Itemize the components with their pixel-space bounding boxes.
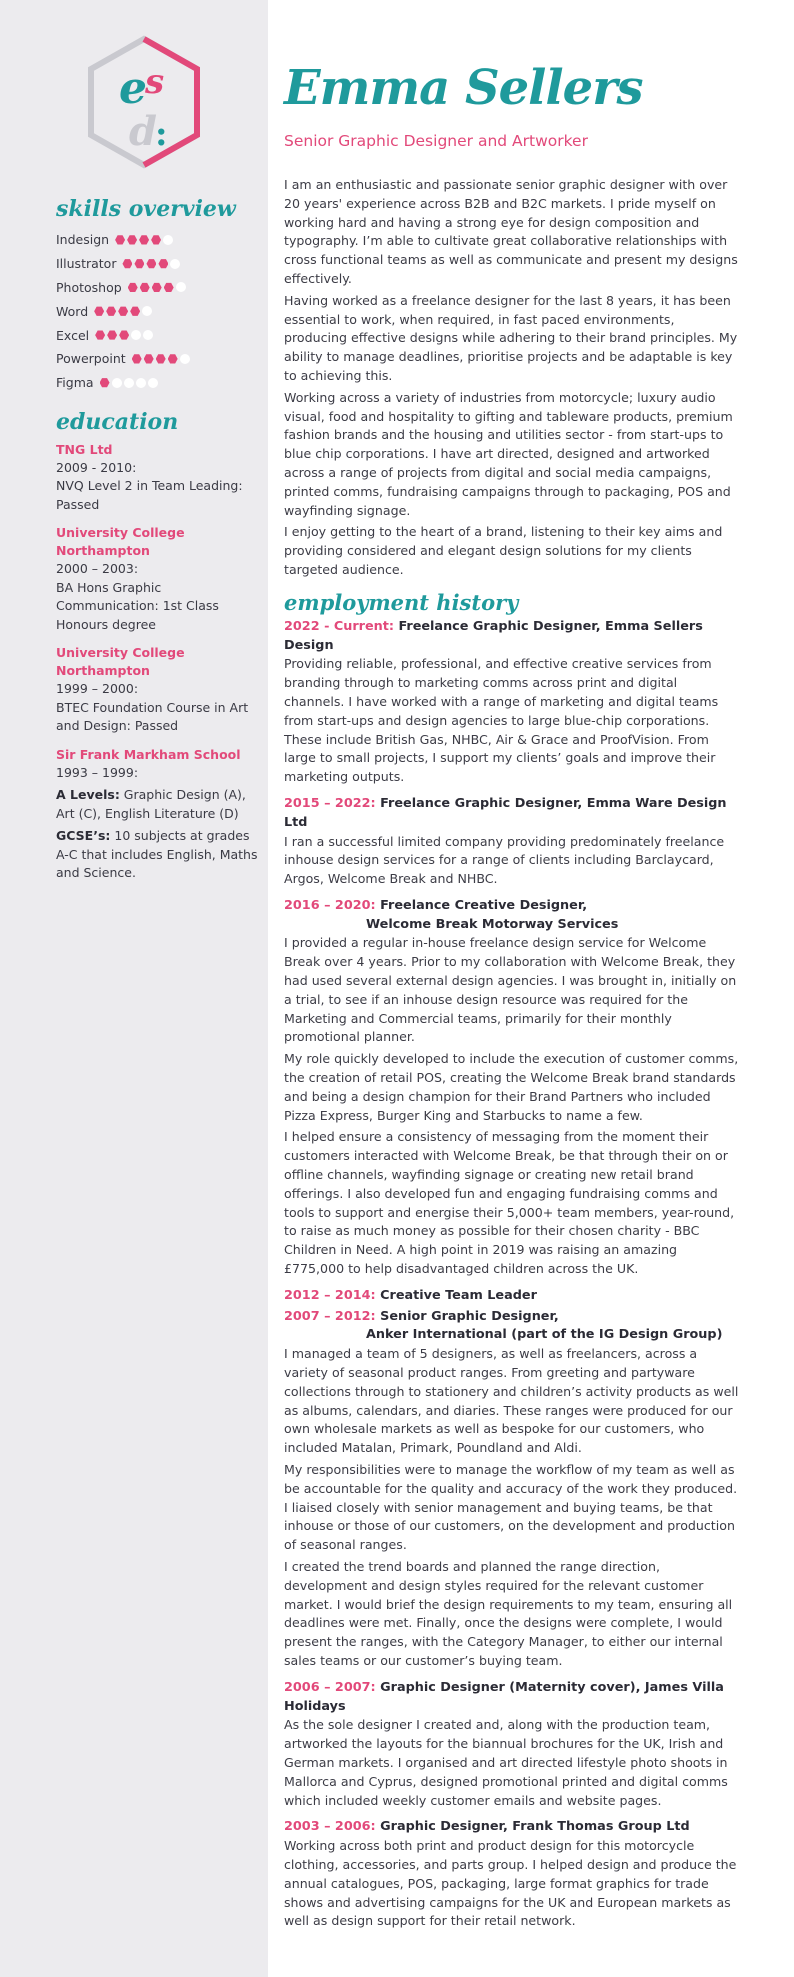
rating-hexagon-icon — [144, 354, 154, 364]
job-description: Working across both print and product design for this motorcycle clothing, accessories, and parts group. I helped design and produce the annual catalogues, POS, packaging, large format graphics for trade shows and advertising campaigns for the UK and European markets as well as design support for their retail network. — [284, 1838, 737, 1929]
job-role: Freelance Creative Designer, — [375, 897, 588, 913]
education-list — [56, 441, 264, 883]
skill-row — [56, 371, 264, 395]
rating-hexagon-icon — [139, 235, 149, 245]
skill-rating — [132, 354, 192, 364]
job-role: Freelance Graphic Designer, Emma Ware Design Ltd — [284, 795, 727, 830]
rating-hexagon-icon — [119, 330, 129, 340]
rating-hexagon-icon — [122, 259, 132, 269]
rating-hexagon-icon — [128, 282, 138, 292]
logo-letter-d: d — [129, 108, 157, 155]
education-detail: 1993 – 1999: — [56, 764, 139, 780]
rating-hexagon-icon — [156, 354, 166, 364]
skill-row — [56, 276, 264, 300]
job-description: I helped ensure a consistency of messaging from the moment their customers interacted with Welcome Break, be that through their on or offline channels, wayfinding signage or creating new retail brand offerings. I also developed fun and engaging fundraising comms and tools to support and energise their 5,000+ team members, year-round, to raise as much money as possible for their chosen charity - BBC Children in Need. A high point in 2019 was raising an amazing £775,000 to help disadvantaged children across the UK. — [284, 1129, 735, 1277]
skill-rating — [128, 282, 188, 292]
education-item — [56, 441, 264, 515]
skill-rating — [115, 235, 175, 245]
rating-hexagon-icon — [94, 306, 104, 316]
job-heading — [284, 897, 739, 935]
job-dates: 2015 – 2022: — [284, 795, 376, 811]
education-detail: 2009 - 2010: — [56, 459, 137, 475]
rating-hexagon-icon — [134, 259, 144, 269]
education-item — [56, 644, 264, 736]
job-heading — [284, 618, 739, 656]
skill-row — [56, 228, 264, 252]
education-school: University College Northampton — [56, 525, 185, 559]
sidebar-content — [56, 196, 264, 893]
rating-hexagon-icon — [130, 306, 140, 316]
skill-name: Indesign — [56, 232, 110, 248]
rating-hexagon-icon — [146, 259, 156, 269]
skill-name: Illustrator — [56, 256, 117, 272]
employment-heading: employment history — [284, 589, 519, 615]
candidate-name: Emma Sellers — [284, 60, 643, 116]
job-dates: 2022 - Current: — [284, 618, 394, 634]
rating-empty-dot-icon — [148, 378, 158, 388]
rating-empty-dot-icon — [131, 330, 141, 340]
rating-empty-dot-icon — [176, 282, 186, 292]
rating-empty-dot-icon — [143, 330, 153, 340]
job-description: I managed a team of 5 designers, as well as freelancers, across a variety of seasonal product ranges. From greeting and partyware collections through to stationery and children’s activity products as well as albums, calendars, and diaries. These ranges were produced for our own wholesale markets as well as bespoke for our customers, who included Matalan, Primark, Poundland and Aldi. — [284, 1346, 739, 1456]
rating-empty-dot-icon — [170, 259, 180, 269]
job-dates: 2006 – 2007: — [284, 1679, 376, 1695]
job-description: I provided a regular in-house freelance design service for Welcome Break over 4 years. Prior to my collaboration with Welcome Break, they had used several external design agencies. I was brought in, initially on a trial, to see if an inhouse design resource was required for the Marketing and Commercial teams, primarily for their monthly promotional planner. — [284, 935, 737, 1045]
rating-empty-dot-icon — [163, 235, 173, 245]
rating-hexagon-icon — [132, 354, 142, 364]
rating-hexagon-icon — [168, 354, 178, 364]
job-description: I ran a successful limited company providing predominately freelance inhouse design services for a range of clients including Barclaycard, Argos, Welcome Break and NHBC. — [284, 833, 725, 887]
education-detail: 2000 – 2003: — [56, 561, 139, 577]
job-company: Anker International (part of the IG Design Group) — [366, 1327, 723, 1343]
skills-list — [56, 228, 264, 395]
skill-name: Excel — [56, 327, 90, 343]
logo-colon: : — [155, 114, 168, 154]
qualification-label: GCSE’s: — [56, 828, 111, 844]
job-heading — [284, 1308, 739, 1346]
intro-paragraph: Having worked as a freelance designer for the last 8 years, it has been essential to work, when required, in fast paced environments, producing effective designs while adhering to their brand principles. My ability to manage deadlines, prioritise projects and be adaptable is key to achieving this. — [284, 292, 738, 383]
job-description: Providing reliable, professional, and effective creative services from branding through to marketing comms across print and digital channels. I have worked with a range of marketing and digital teams from start-ups and design agencies to large blue-chip corporations. These include British Gas, NHBC, Air & Grace and ProofVision. From large to small projects, I support my clients’ goals and improve their marketing outputs. — [284, 656, 719, 785]
job-dates: 2016 – 2020: — [284, 897, 376, 913]
skills-heading: skills overview — [56, 196, 236, 222]
skill-rating — [94, 306, 154, 316]
job-heading — [284, 795, 739, 833]
rating-hexagon-icon — [95, 330, 105, 340]
rating-hexagon-icon — [115, 235, 125, 245]
education-school: University College Northampton — [56, 645, 185, 679]
education-detail: NVQ Level 2 in Team Leading: Passed — [56, 478, 243, 512]
skill-row — [56, 252, 264, 276]
education-detail: BTEC Foundation Course in Art and Design: Passed — [56, 699, 249, 734]
education-school: Sir Frank Markham School — [56, 746, 241, 762]
qualification-label: A Levels: — [56, 787, 120, 803]
job-title: Senior Graphic Designer and Artworker — [284, 132, 588, 150]
skill-name: Photoshop — [56, 279, 122, 295]
rating-hexagon-icon — [127, 235, 137, 245]
job-role: Graphic Designer, Frank Thomas Group Ltd — [375, 1819, 690, 1835]
education-detail: BA Hons Graphic Communication: 1st Class Honours degree — [56, 579, 219, 632]
intro-section — [284, 176, 739, 580]
job-role: Creative Team Leader — [375, 1287, 537, 1303]
job-description: My responsibilities were to manage the workflow of my team as well as be accountable for the quality and accuracy of the work they produced. I liaised closely with senior management and buying teams, be that inhouse or those of our customers, on the development and production of seasonal ranges. — [284, 1462, 738, 1553]
job-role: Senior Graphic Designer, — [375, 1308, 559, 1324]
skill-rating — [95, 330, 155, 340]
job-role: Graphic Designer (Maternity cover), James Villa Holidays — [284, 1679, 724, 1714]
main-content — [284, 58, 739, 1934]
job-dates: 2012 – 2014: — [284, 1287, 376, 1303]
rating-empty-dot-icon — [142, 306, 152, 316]
rating-hexagon-icon — [100, 378, 110, 388]
skill-row — [56, 347, 264, 371]
logo-letter-s: s — [145, 62, 165, 102]
rating-empty-dot-icon — [180, 354, 190, 364]
job-company: Welcome Break Motorway Services — [366, 916, 619, 932]
job-heading — [284, 1287, 739, 1306]
job-dates: 2007 – 2012: — [284, 1308, 376, 1324]
rating-empty-dot-icon — [124, 378, 134, 388]
education-qualification — [56, 827, 264, 883]
job-dates: 2003 – 2006: — [284, 1819, 376, 1835]
education-item — [56, 524, 264, 634]
rating-hexagon-icon — [106, 306, 116, 316]
intro-paragraph: I enjoy getting to the heart of a brand, listening to their key aims and providing considered and elegant design solutions for my clients targeted audience. — [284, 524, 723, 577]
skill-row — [56, 323, 264, 347]
education-section — [56, 409, 264, 883]
job-description: As the sole designer I created and, along with the production team, artworked the layouts for the biannual brochures for the UK, Irish and German markets. I organised and art directed lifestyle photo shoots in Mallorca and Cyprus, designed promotional printed and digital comms which included weekly customer emails and website pages. — [284, 1717, 728, 1808]
rating-hexagon-icon — [107, 330, 117, 340]
intro-paragraph: I am an enthusiastic and passionate senior graphic designer with over 20 years' experience across B2B and B2C markets. I pride myself on working hard and having a strong eye for design composition and typography. I’m able to cultivate great collaborative relationships with cross functional teams as well as communicate and present my designs effectively. — [284, 177, 738, 286]
education-school: TNG Ltd — [56, 441, 113, 457]
rating-hexagon-icon — [158, 259, 168, 269]
esd-logo — [85, 35, 203, 169]
skill-name: Word — [56, 303, 89, 319]
job-description: I created the trend boards and planned the range direction, development and design styles required for the relevant customer market. I would brief the design requirements to my team, ensuring all deadlines were met. Finally, once the designs were complete, I would present the ranges, with the Category Manager, to either our internal sales teams or our customer’s buying team. — [284, 1558, 733, 1668]
sidebar — [0, 0, 268, 1977]
education-qualification — [56, 786, 264, 823]
job-heading — [284, 1679, 739, 1717]
qualification-text: 10 subjects at grades A-C that includes English, Maths and Science. — [56, 828, 258, 881]
skill-row — [56, 299, 264, 323]
skill-name: Figma — [56, 375, 94, 391]
skill-name: Powerpoint — [56, 351, 126, 367]
job-role: Freelance Graphic Designer, Emma Sellers Design — [284, 618, 703, 653]
rating-empty-dot-icon — [112, 378, 122, 388]
rating-hexagon-icon — [152, 282, 162, 292]
logo-letter-e: e — [119, 63, 147, 114]
rating-hexagon-icon — [164, 282, 174, 292]
job-description: My role quickly developed to include the execution of customer comms, the creation of retail POS, creating the Welcome Break brand standards and being a design champion for their Brand Partners who included Pizza Express, Burger King and Starbucks to name a few. — [284, 1051, 739, 1123]
education-heading: education — [56, 408, 179, 435]
skill-rating — [122, 259, 182, 269]
qualification-text: Graphic Design (A), Art (C), English Literature (D) — [56, 787, 246, 821]
job-heading — [284, 1818, 739, 1837]
rating-hexagon-icon — [140, 282, 150, 292]
rating-hexagon-icon — [118, 306, 128, 316]
skill-rating — [100, 378, 160, 388]
rating-hexagon-icon — [151, 235, 161, 245]
education-detail: 1999 – 2000: — [56, 681, 139, 697]
employment-list — [284, 618, 739, 1931]
rating-empty-dot-icon — [136, 378, 146, 388]
intro-paragraph: Working across a variety of industries from motorcycle; luxury audio visual, food and hospitality to gifting and tableware products, premium fashion brands and the housing and utilities sector - from start-ups to blue chip corporations. I have art directed, designed and artworked across a range of projects from digital and social media campaigns, printed comms, fundraising campaigns through to packaging, POS and wayfinding signage. — [284, 389, 733, 518]
education-item — [56, 746, 264, 883]
